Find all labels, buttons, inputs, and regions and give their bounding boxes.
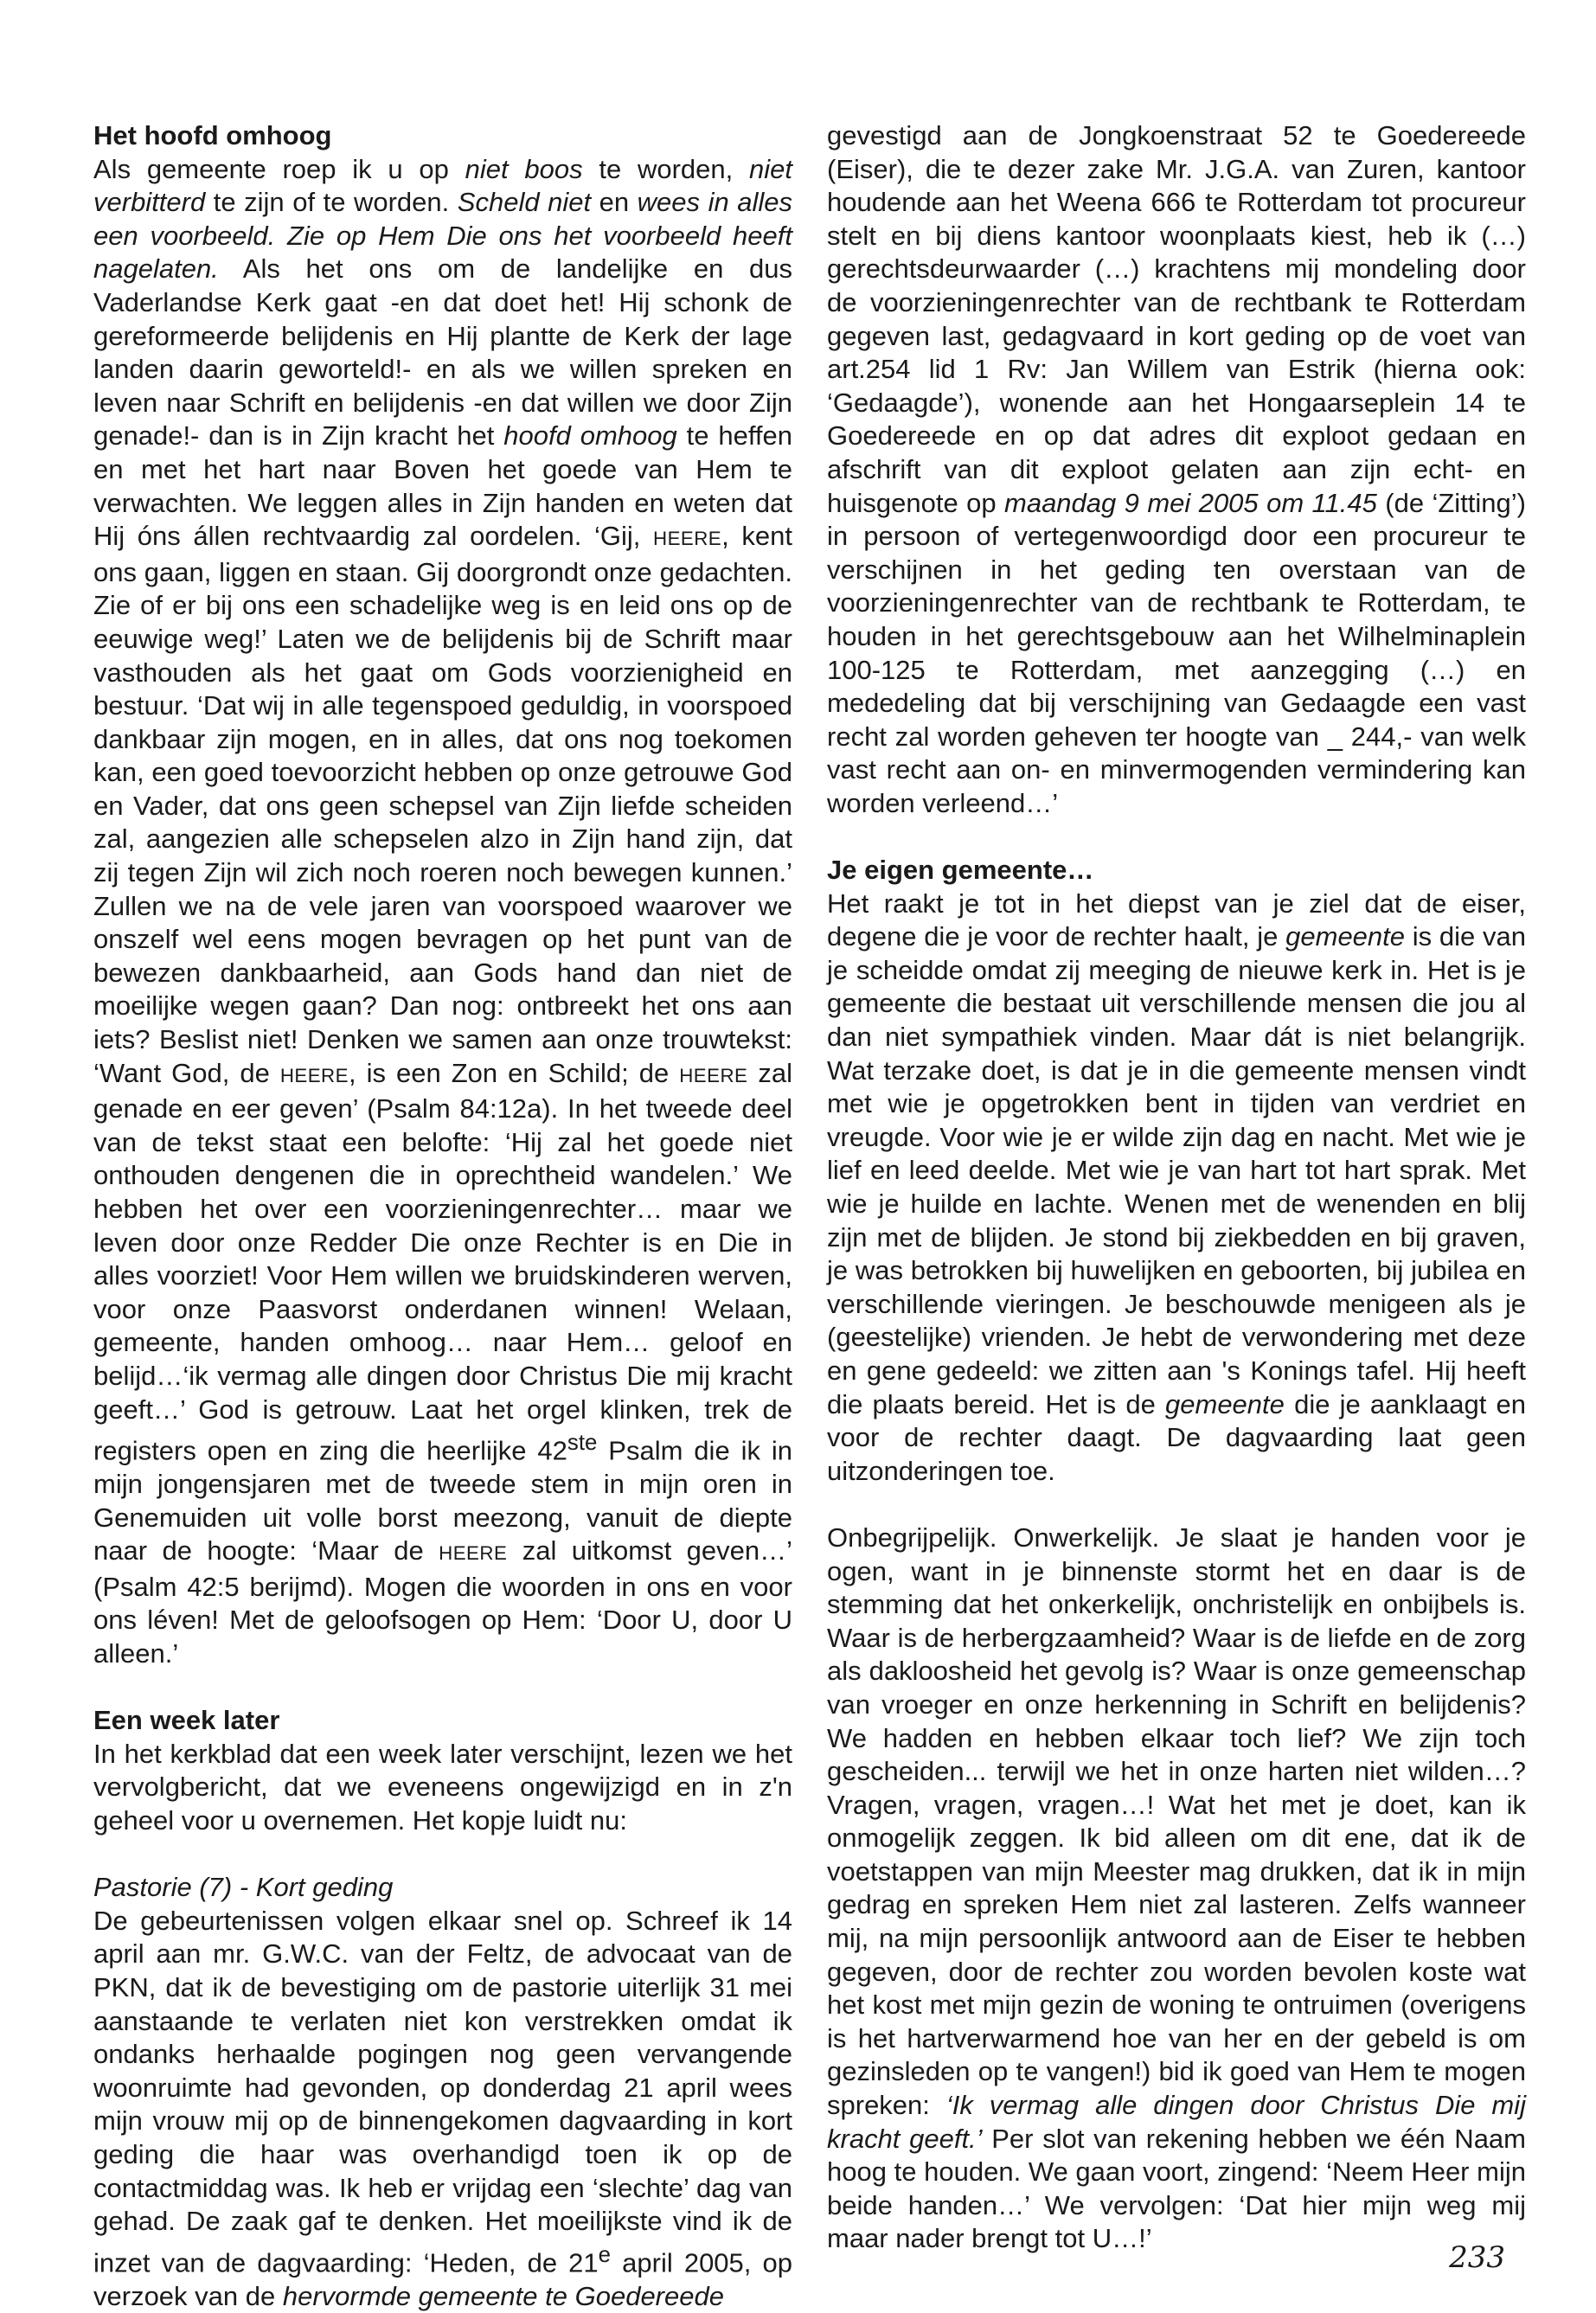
paragraph: De gebeurtenissen volgen elkaar snel op. Schreef ik 14 april aan mr. G.W.C. van der Feltz, de advocaat van de PKN, dat ik de bevestiging om de pastorie uiterlijk 31 mei aanstaande te verlaten niet kon verstrekken omdat ik ondanks herhaalde pogingen nog geen vervangende woonruimte had gevonden, op donderdag 21 april wees mijn vrouw mij op de binnengekomen dagvaarding in kort geding die haar was overhandigd toen ik op de contactmiddag was. Ik heb er vrijdag een ‘slechte’ dag van gehad. De zaak gaf te denken. Het moeilijkste vind ik de inzet van de dagvaarding: ‘Heden, de 21e april 2005, op verzoek van de hervormde gemeente te Goedereede [93,1905,792,2311]
paragraph: Als gemeente roep ik u op niet boos te worden, niet verbitterd te zijn of te worden. Scheld niet en wees in alles een voorbeeld. Zie op Hem Die ons het voorbeeld heeft nagelaten. Als het ons om de landelijke en dus Vaderlandse Kerk gaat -en dat doet het! Hij schonk de gereformeerde belijdenis en Hij plantte de Kerk der lage landen daarin geworteld!- en als we willen spreken en leven naar Schrift en belijdenis -en dat willen we door Zijn genade!- dan is in Zijn kracht het hoofd omhoog te heffen en met het hart naar Boven het goede van Hem te verwachten. We leggen alles in Zijn handen en weten dat Hij óns állen rechtvaardig zal oordelen. ‘Gij, HEERE, kent ons gaan, liggen en staan. Gij doorgrondt onze gedachten. Zie of er bij ons een schadelijke weg is en leid ons op de eeuwige weg!’ Laten we de belijdenis bij de Schrift maar vasthouden als het gaat om Gods voorzienigheid en bestuur. ‘Dat wij in alle tegenspoed geduldig, in voorspoed dankbaar zijn mogen, en in alles, dat ons nog toekomen kan, een goed toevoorzicht hebben op onze getrouwe God en Vader, dat ons geen schepsel van Zijn liefde scheiden zal, aangezien alle schepselen alzo in Zijn hand zijn, dat zij tegen Zijn wil zich noch roeren noch bewegen kunnen.’ Zullen we na de vele jaren van voorspoed waarover we onszelf wel eens mogen bevragen op het punt van de bewezen dankbaarheid, aan Gods hand dan niet de moeilijke wegen gaan? Dan nog: ontbreekt het ons aan iets? Beslist niet! Denken we samen aan onze trouwtekst: ‘Want God, de HEERE, is een Zon en Schild; de HEERE zal genade en eer geven’ (Psalm 84:12a). In het tweede deel van de tekst staat een belofte: ‘Hij zal het goede niet onthouden dengenen die in oprechtheid wandelen.’ We hebben het over een voorzieningenrechter… maar we leven door onze Redder Die onze Rechter is en Die in alles voorziet! Voor Hem willen we bruidskinderen werven, voor onze Paasvorst onderdanen winnen! Welaan, gemeente, handen omhoog… naar Hem… geloof en belijd…‘ik vermag alle dingen door Christus Die mij kracht geeft…’ God is getrouw. Laat het orgel klinken, trek de registers open en zing die heerlijke 42ste Psalm die ik in mijn jongensjaren met de tweede stem in mijn oren in Genemuiden uit volle borst meezong, vanuit de diepte naar de hoogte: ‘Maar de HEERE zal uitkomst geven…’ (Psalm 42:5 berijmd). Mogen die woorden in ons en voor ons léven! Met de geloofsogen op Hem: ‘Door U, door U alleen.’ [93,153,793,1669]
subheading: Pastorie (7) - Kort geding [93,1872,394,1903]
section-heading: Je eigen gemeente… [827,855,1094,886]
right-column [827,119,1526,2256]
paragraph: Onbegrijpelijk. Onwerkelijk. Je slaat je handen voor je ogen, want in je binnenste stormt het en daar is de stemming dat het onkerkelijk, onchristelijk en onbijbels is. Waar is de herbergzaamheid? Waar is de liefde en de zorg als dakloosheid het gevolg is? Waar is onze gemeenschap van vroeger en onze herkenning in Schrift en belijdenis? We hadden en hebben elkaar toch lief? We zijn toch gescheiden... terwijl we het in onze harten niet wilden…? Vragen, vragen, vragen…! Wat het met je doet, kan ik onmogelijk zeggen. Ik bid alleen om dit ene, dat ik de voetstappen van mijn Meester mag drukken, dat ik in mijn gedrag en spreken Hem niet zal lasteren. Zelfs wanneer mij, na mijn persoonlijk antwoord aan de Eiser te hebben gegeven, door de rechter zou worden bevolen koste wat het kost met mijn gezin de woning te ontruimen (overigens is het hartverwarmend hoe van her en der gebeld is om gezinsleden op te vangen!) bid ik goed van Hem te mogen spreken: ‘Ik vermag alle dingen door Christus Die mij kracht geeft.’ Per slot van rekening hebben we één Naam hoog te houden. We gaan voort, zingend: ‘Neem Heer mijn beide handen…’ We vervolgen: ‘Dat hier mijn weg mij maar nader brengt tot U…!’ [827,1522,1526,2254]
paragraph: Het raakt je tot in het diepst van je ziel dat de eiser, degene die je voor de rechter haalt, je gemeente is die van je scheidde omdat zij meeging de nieuwe kerk in. Het is je gemeente die bestaat uit verschillende mensen die jou al dan niet sympathiek vinden. Maar dát is niet belangrijk. Wat terzake doet, is dat je in die gemeente mensen vindt met wie je opgetrokken bent in tijden van verdriet en vreugde. Voor wie je er wilde zijn dag en nacht. Met wie je lief en leed deelde. Met wie je van hart tot hart sprak. Met wie je huilde en lachte. Wenen met de wenenden en blij zijn met de blijden. Je stond bij ziekbedden en bij graven, je was betrokken bij huwelijken en geboorten, bij jubilea en verschillende vieringen. Je beschouwde menigeen als je (geestelijke) vrienden. Je hebt de verwondering met deze en gene gedeeld: we zitten aan 's Konings tafel. Hij heeft die plaats bereid. Het is de gemeente die je aanklaagt en voor de rechter daagt. De dagvaarding laat geen uitzonderingen toe. [827,887,1527,1486]
left-column [93,119,792,2313]
page-number: 233 [1449,2240,1505,2275]
paragraph: gevestigd aan de Jongkoenstraat 52 te Goedereede (Eiser), die te dezer zake Mr. J.G.A. van Zuren, kantoor houdende aan het Weena 666 te Rotterdam tot procureur stelt en bij diens kantoor woonplaats kiest, heb ik (…) gerechtsdeurwaarder (…) krachtens mij mondeling door de voorzieningenrechter van de rechtbank te Rotterdam gegeven last, gedagvaard in kort geding op de voet van art.254 lid 1 Rv: Jan Willem van Estrik (hierna ook: ‘Gedaagde’), wonende aan het Hongaarseplein 14 te Goedereede en op dat adres dit exploot gedaan en afschrift van dit exploot gelaten aan zijn echt- en huisgenote op maandag 9 mei 2005 om 11.45 (de ‘Zitting’) in persoon of vertegenwoordigd door een procureur te verschijnen in het geding ten overstaan van de voorzieningenrechter van de rechtbank te Rotterdam, te houden in het gerechtsgebouw aan het Wilhelminaplein 100-125 te Rotterdam, met aanzegging (…) en mededeling dat bij verschijning van Gedaagde een vast recht zal worden geheven ter hoogte van _ 244,- van welk vast recht aan on- en minvermogenden vermindering kan worden verleend…’ [827,120,1526,818]
section-heading: Het hoofd omhoog [93,120,332,151]
section-heading: Een week later [93,1705,280,1736]
paragraph: In het kerkblad dat een week later verschijnt, lezen we het vervolgbericht, dat we eveneens ongewijzigd en in z'n geheel voor u overnemen. Het kopje luidt nu: [93,1738,792,1836]
